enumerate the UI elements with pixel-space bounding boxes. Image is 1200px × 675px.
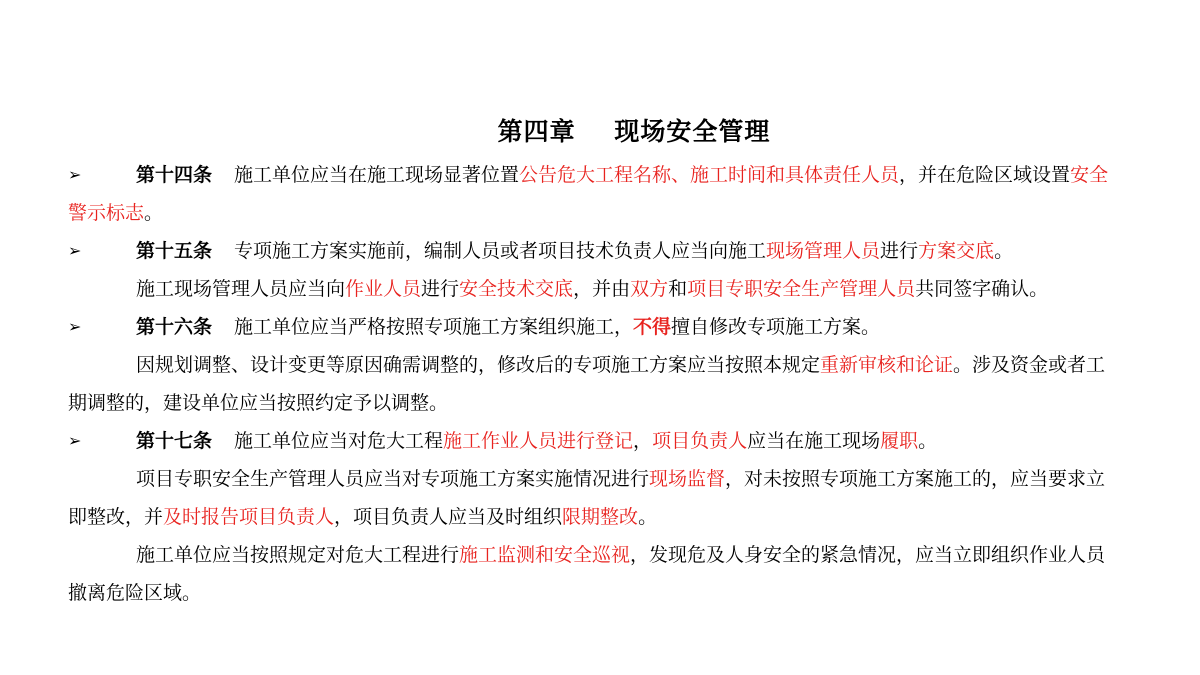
article-16-paragraph	[68, 308, 1118, 346]
text-segment: 施工现场管理人员应当向	[136, 278, 346, 300]
highlight-segment: 安全技术交底	[459, 278, 574, 300]
highlight-segment: 现场管理人员	[766, 240, 881, 262]
text-segment: ，对未按照专项施工方案施工的，应当要求立即整改，并	[68, 468, 1106, 528]
text-segment: 项目专职安全生产管理人员应当对专项施工方案实施情况进行	[136, 468, 650, 490]
text-segment: 。	[994, 240, 1014, 262]
text-segment: 。涉及资金或者工期调整的，建设单位应当按照约定予以调整。	[68, 354, 1106, 414]
highlight-segment: 现场监督	[649, 468, 726, 490]
text-segment: 应当在施工现场	[747, 430, 881, 452]
highlight-segment: 施工监测和安全巡视	[459, 544, 631, 566]
chapter-title: 第四章 现场安全管理	[497, 117, 771, 146]
text-segment: 和	[668, 278, 688, 300]
text-segment: 共同签字确认。	[915, 278, 1049, 300]
article-15-continuation	[68, 270, 1118, 308]
text-segment: 进行	[880, 240, 919, 262]
highlight-segment: 不得	[633, 316, 672, 338]
article-number: 第十六条	[136, 316, 213, 338]
text-segment: 施工单位应当按照规定对危大工程进行	[136, 544, 460, 566]
regulation-body	[68, 156, 1118, 612]
arrow-bullet-icon: ➢	[68, 241, 82, 260]
text-segment: ，并由	[573, 278, 631, 300]
highlight-segment: 公告危大工程名称、施工时间和具体责任人员	[519, 164, 900, 186]
article-number: 第十五条	[136, 240, 213, 262]
article-17-continuation-1	[68, 460, 1118, 536]
text-segment: 因规划调整、设计变更等原因确需调整的，修改后的专项施工方案应当按照本规定	[136, 354, 821, 376]
highlight-segment: 重新审核和论证	[820, 354, 954, 376]
text-segment: ，项目负责人应当及时组织	[334, 506, 563, 528]
text-segment: 施工单位应当对危大工程	[234, 430, 444, 452]
highlight-segment: 作业人员	[345, 278, 422, 300]
article-16-continuation	[68, 346, 1118, 422]
article-number: 第十四条	[136, 164, 213, 186]
article-17-paragraph	[68, 422, 1118, 460]
text-segment: ，并在危险区域设置	[899, 164, 1071, 186]
highlight-segment: 项目专职安全生产管理人员	[687, 278, 916, 300]
arrow-bullet-icon: ➢	[68, 431, 82, 450]
arrow-bullet-icon: ➢	[68, 317, 82, 336]
highlight-segment: 限期整改	[562, 506, 639, 528]
arrow-bullet-icon: ➢	[68, 165, 82, 184]
text-segment: 施工单位应当在施工现场显著位置	[234, 164, 520, 186]
text-segment: ，	[633, 430, 653, 452]
text-segment: 。	[144, 202, 164, 224]
article-15-paragraph	[68, 232, 1118, 270]
text-segment: 。	[918, 430, 938, 452]
article-14-paragraph	[68, 156, 1118, 232]
text-segment: ，发现危及人身安全的紧急情况，应当立即组织作业人员撤离危险区域。	[68, 544, 1106, 604]
article-number: 第十七条	[136, 430, 213, 452]
highlight-segment: 施工作业人员进行登记	[443, 430, 634, 452]
highlight-segment: 方案交底	[918, 240, 995, 262]
highlight-segment: 安全警示标志	[68, 164, 1109, 224]
text-segment: 专项施工方案实施前，编制人员或者项目技术负责人应当向施工	[234, 240, 767, 262]
article-17-continuation-2	[68, 536, 1118, 612]
highlight-segment: 及时报告项目负责人	[163, 506, 335, 528]
highlight-segment: 项目负责人	[652, 430, 748, 452]
highlight-segment: 履职	[880, 430, 919, 452]
text-segment: 。	[638, 506, 658, 528]
text-segment: 擅自修改专项施工方案。	[671, 316, 881, 338]
text-segment: 进行	[421, 278, 460, 300]
text-segment: 施工单位应当严格按照专项施工方案组织施工，	[234, 316, 634, 338]
highlight-segment: 双方	[630, 278, 669, 300]
